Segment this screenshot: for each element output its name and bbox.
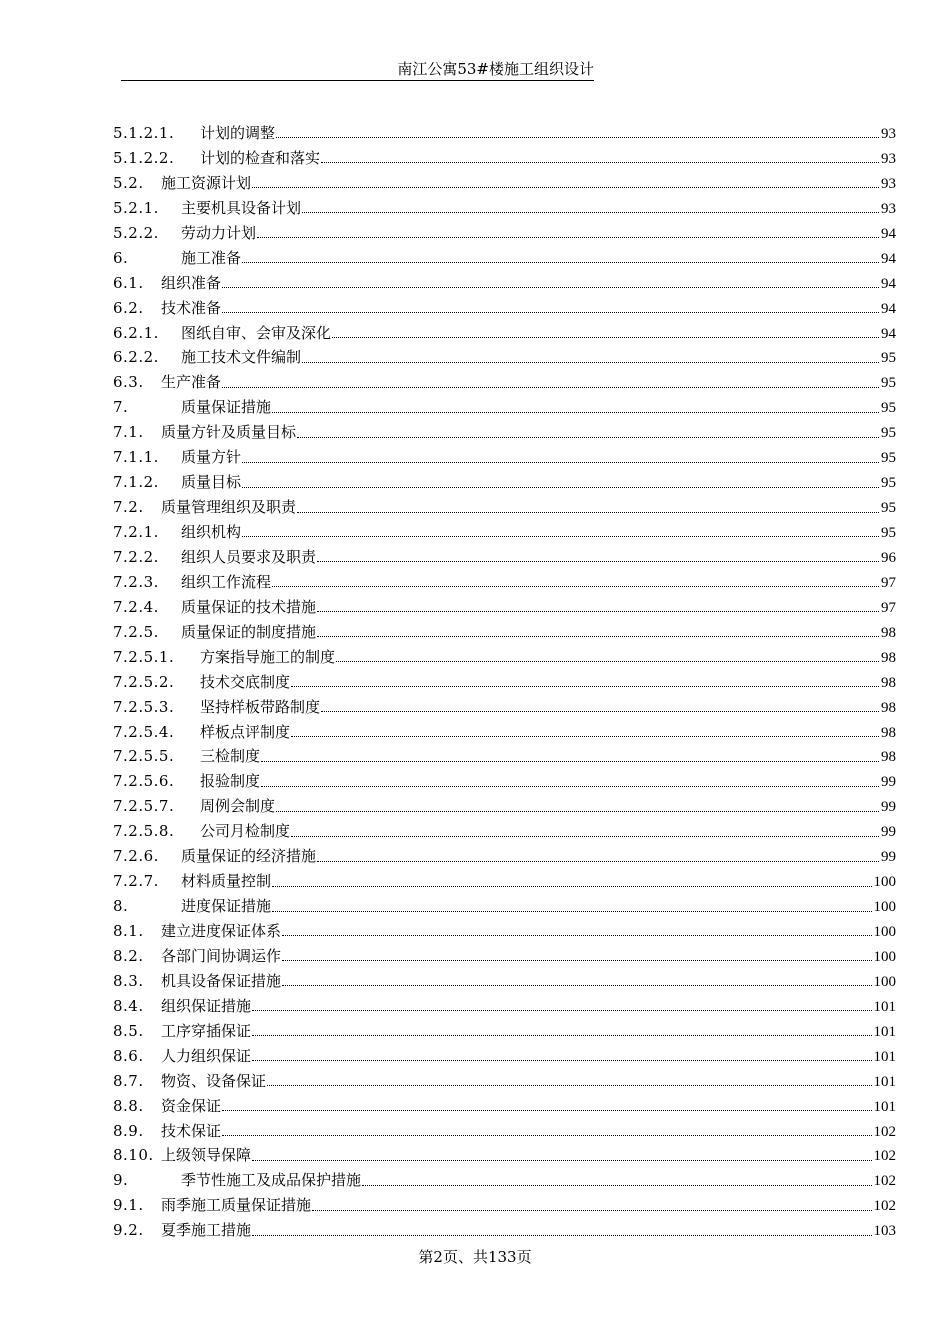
toc-entry-number: 6.2.1. (113, 323, 159, 342)
toc-entry-page: 98 (881, 649, 896, 666)
toc-entry-title: 组织机构 (181, 523, 242, 541)
toc-entry-number: 7.2.1. (113, 523, 159, 541)
toc-leader-dots (317, 635, 879, 637)
toc-leader-dots (272, 885, 871, 887)
toc-entry[interactable] (113, 221, 896, 246)
toc-entry-title: 质量目标 (181, 473, 242, 492)
toc-entry-title: 雨季施工质量保证措施 (161, 1196, 312, 1215)
toc-entry[interactable] (113, 869, 896, 894)
toc-entry-page: 99 (881, 799, 896, 816)
toc-entry-number: 6.3. (113, 373, 144, 392)
toc-entry-number: 7.1.1. (113, 448, 159, 467)
toc-entry-title: 机具设备保证措施 (161, 971, 282, 990)
toc-leader-dots (272, 585, 879, 587)
toc-entry-title: 组织工作流程 (181, 572, 272, 591)
toc-entry-number: 7.2.4. (113, 597, 159, 616)
toc-entry-page: 95 (881, 375, 896, 392)
toc-entry-number: 9. (113, 1171, 129, 1190)
toc-entry-number: 8.4. (113, 996, 144, 1015)
toc-entry-title: 组织保证措施 (161, 996, 252, 1015)
toc-entry[interactable] (113, 420, 896, 445)
toc-entry-page: 100 (873, 899, 896, 916)
toc-entry-number: 8.6. (113, 1046, 144, 1065)
toc-leader-dots (222, 1134, 871, 1136)
toc-leader-dots (252, 1034, 871, 1036)
toc-entry-title: 夏季施工措施 (161, 1221, 252, 1240)
toc-entry-number: 7.2.5. (113, 622, 159, 641)
toc-leader-dots (321, 710, 879, 712)
toc-leader-dots (317, 610, 879, 612)
toc-entry-title: 组织准备 (161, 273, 222, 292)
toc-leader-dots (332, 336, 879, 338)
toc-entry[interactable] (113, 595, 896, 620)
toc-leader-dots (252, 186, 879, 188)
toc-entry-number: 7.2.5.2. (113, 672, 175, 691)
toc-entry-number: 6. (113, 248, 129, 267)
toc-leader-dots (252, 1059, 871, 1061)
toc-entry-page: 102 (873, 1198, 896, 1215)
toc-entry-number: 6.2.2. (113, 348, 159, 367)
toc-entry-page: 99 (881, 849, 896, 866)
toc-entry-title: 技术准备 (161, 298, 222, 317)
toc-entry[interactable] (113, 819, 896, 844)
toc-leader-dots (302, 211, 879, 213)
toc-entry-page: 93 (881, 200, 896, 217)
toc-entry[interactable] (113, 271, 896, 296)
toc-entry[interactable] (113, 520, 896, 545)
toc-leader-dots (222, 1109, 871, 1111)
toc-entry-page: 101 (873, 1048, 896, 1065)
toc-leader-dots (222, 286, 879, 288)
toc-entry[interactable] (113, 121, 896, 146)
toc-entry-title: 坚持样板带路制度 (200, 697, 321, 716)
toc-entry-page: 103 (873, 1223, 896, 1240)
toc-leader-dots (336, 660, 879, 662)
toc-entry-page: 94 (881, 300, 896, 317)
toc-entry-number: 5.2. (113, 173, 144, 192)
toc-entry-title: 质量保证的经济措施 (181, 847, 317, 866)
toc-entry-page: 102 (873, 1173, 896, 1190)
toc-entry-number: 8.3. (113, 971, 144, 990)
toc-entry[interactable] (113, 844, 896, 869)
toc-leader-dots (297, 511, 879, 513)
toc-entry-page: 98 (881, 624, 896, 641)
toc-entry-title: 质量保证的制度措施 (181, 622, 317, 641)
toc-leader-dots (272, 411, 879, 413)
toc-entry-page: 95 (881, 525, 896, 541)
toc-entry-title: 施工准备 (181, 248, 242, 267)
toc-entry[interactable] (113, 919, 896, 944)
toc-entry-number: 5.2.1. (113, 198, 159, 217)
toc-entry[interactable] (113, 1143, 896, 1168)
toc-leader-dots (282, 959, 871, 961)
toc-entry-number: 8.8. (113, 1096, 144, 1115)
toc-entry-number: 6.2. (113, 298, 144, 317)
toc-entry-number: 8.7. (113, 1071, 144, 1090)
toc-entry-title: 物资、设备保证 (161, 1071, 267, 1090)
toc-entry-page: 95 (881, 425, 896, 442)
toc-entry-page: 97 (881, 574, 896, 591)
toc-entry-page: 93 (881, 126, 896, 142)
toc-entry-title: 质量管理组织及职责 (161, 498, 297, 517)
toc-leader-dots (321, 161, 879, 163)
toc-entry-title: 计划的检查和落实 (200, 148, 321, 167)
toc-leader-dots (267, 1084, 871, 1086)
toc-leader-dots (291, 685, 879, 687)
toc-leader-dots (242, 486, 879, 488)
toc-entry-title: 质量保证的技术措施 (181, 597, 317, 616)
toc-entry-title: 建立进度保证体系 (161, 922, 282, 940)
toc-entry-title: 进度保证措施 (181, 897, 272, 916)
toc-entry-title: 质量方针及质量目标 (161, 423, 297, 442)
toc-entry-number: 8.10. (113, 1146, 154, 1165)
toc-entry-page: 98 (881, 724, 896, 741)
toc-entry-title: 材料质量控制 (181, 872, 272, 891)
toc-entry[interactable] (113, 395, 896, 420)
toc-entry-page: 94 (881, 325, 896, 342)
toc-entry-page: 100 (873, 973, 896, 990)
toc-entry[interactable] (113, 969, 896, 994)
toc-entry[interactable] (113, 321, 896, 346)
toc-entry-page: 98 (881, 749, 896, 766)
toc-entry-page: 97 (881, 599, 896, 616)
toc-entry-page: 93 (881, 175, 896, 192)
toc-entry[interactable] (113, 196, 896, 221)
toc-leader-dots (242, 461, 879, 463)
toc-entry-page: 95 (881, 450, 896, 467)
toc-entry[interactable] (113, 1218, 896, 1243)
toc-entry[interactable] (113, 744, 896, 769)
toc-entry-number: 5.2.2. (113, 223, 159, 242)
toc-leader-dots (297, 436, 879, 438)
toc-leader-dots (291, 835, 879, 837)
toc-entry[interactable] (113, 1019, 896, 1044)
toc-entry-number: 7.2.5.4. (113, 722, 175, 741)
toc-entry-page: 94 (881, 275, 896, 292)
toc-entry-page: 99 (881, 824, 896, 841)
toc-leader-dots (276, 810, 879, 812)
toc-leader-dots (282, 984, 871, 986)
toc-entry-number: 7.2.5.3. (113, 697, 175, 716)
toc-entry-title: 工序穿插保证 (161, 1021, 252, 1040)
toc-entry-title: 技术交底制度 (200, 672, 291, 691)
toc-entry[interactable] (113, 370, 896, 395)
toc-entry-page: 102 (873, 1148, 896, 1165)
toc-leader-dots (257, 236, 879, 238)
toc-entry-title: 各部门间协调运作 (161, 946, 282, 965)
toc-entry[interactable] (113, 794, 896, 819)
toc-entry-number: 8.2. (113, 946, 144, 965)
toc-entry-page: 100 (873, 874, 896, 891)
toc-leader-dots (261, 760, 879, 762)
toc-entry[interactable] (113, 246, 896, 271)
toc-entry[interactable] (113, 296, 896, 321)
toc-entry-number: 8.1. (113, 922, 144, 940)
toc-entry-page: 93 (881, 150, 896, 167)
page-header (121, 58, 594, 81)
toc-entry-title: 生产准备 (161, 373, 222, 392)
toc-entry[interactable] (113, 769, 896, 794)
toc-entry-title: 资金保证 (161, 1096, 222, 1115)
toc-entry-title: 公司月检制度 (200, 822, 291, 841)
toc-entry[interactable] (113, 994, 896, 1019)
toc-entry-title: 季节性施工及成品保护措施 (181, 1171, 362, 1190)
toc-leader-dots (252, 1234, 871, 1236)
toc-entry[interactable] (113, 695, 896, 720)
toc-entry-title: 质量方针 (181, 448, 242, 467)
header-title: 南江公寓53#楼施工组织设计 (397, 60, 594, 78)
toc-leader-dots (291, 735, 879, 737)
toc-entry-title: 人力组织保证 (161, 1046, 252, 1065)
toc-leader-dots (222, 311, 879, 313)
toc-entry-page: 95 (881, 350, 896, 367)
toc-leader-dots (242, 261, 879, 263)
toc-entry-page: 98 (881, 699, 896, 716)
toc-entry-number: 7.1. (113, 423, 144, 442)
toc-entry-page: 101 (873, 1098, 896, 1115)
toc-entry-number: 8.5. (113, 1021, 144, 1040)
toc-entry[interactable] (113, 345, 896, 370)
toc-entry-title: 方案指导施工的制度 (200, 647, 336, 666)
toc-entry[interactable] (113, 146, 896, 171)
toc-entry-title: 样板点评制度 (200, 722, 291, 741)
toc-leader-dots (252, 1009, 871, 1011)
toc-entry[interactable] (113, 445, 896, 470)
toc-entry[interactable] (113, 620, 896, 645)
toc-leader-dots (242, 535, 879, 537)
toc-leader-dots (252, 1159, 871, 1161)
toc-entry-number: 7.1.2. (113, 473, 159, 492)
toc-entry-title: 施工技术文件编制 (181, 348, 302, 367)
toc-entry[interactable] (113, 570, 896, 595)
toc-entry[interactable] (113, 944, 896, 969)
toc-entry-page: 95 (881, 400, 896, 417)
toc-entry-number: 7.2.5.5. (113, 747, 175, 766)
toc-entry-page: 101 (873, 1073, 896, 1090)
toc-entry-title: 图纸自审、会审及深化 (181, 323, 332, 342)
toc-entry-title: 劳动力计划 (181, 223, 257, 242)
toc-entry-number: 7.2.5.8. (113, 822, 175, 841)
toc-entry[interactable] (113, 1069, 896, 1094)
toc-leader-dots (302, 361, 879, 363)
toc-leader-dots (282, 934, 871, 936)
toc-entry[interactable] (113, 720, 896, 745)
toc-entry[interactable] (113, 645, 896, 670)
toc-entry-page: 102 (873, 1123, 896, 1140)
toc-entry-page: 101 (873, 1023, 896, 1040)
toc-entry-number: 7. (113, 398, 129, 417)
toc-entry[interactable] (113, 495, 896, 520)
toc-entry[interactable] (113, 1193, 896, 1218)
toc-entry-page: 100 (873, 924, 896, 940)
toc-leader-dots (276, 136, 879, 138)
toc-entry-title: 施工资源计划 (161, 173, 252, 192)
toc-entry-title: 报验制度 (200, 772, 261, 791)
toc-entry-number: 5.1.2.2. (113, 148, 175, 167)
toc-entry-number: 7.2.5.1. (113, 647, 175, 666)
toc-entry-number: 7.2.6. (113, 847, 159, 866)
toc-entry-page: 95 (881, 475, 896, 492)
toc-leader-dots (261, 785, 879, 787)
toc-entry-title: 组织人员要求及职责 (181, 547, 317, 566)
toc-entry[interactable] (113, 545, 896, 570)
toc-entry-number: 7.2.5.7. (113, 797, 175, 816)
toc-entry-number: 8. (113, 897, 129, 916)
toc-leader-dots (272, 910, 871, 912)
toc-entry[interactable] (113, 171, 896, 196)
toc-entry[interactable] (113, 1044, 896, 1069)
toc-entry[interactable] (113, 894, 896, 919)
toc-entry-title: 计划的调整 (200, 124, 276, 142)
toc-entry-page: 96 (881, 549, 896, 566)
toc-entry-number: 5.1.2.1. (113, 124, 175, 142)
toc-entry-number: 7.2. (113, 498, 144, 517)
page-number: 第2页、共133页 (418, 1248, 532, 1266)
toc-entry-page: 94 (881, 250, 896, 267)
toc-entry-page: 99 (881, 774, 896, 791)
toc-entry[interactable] (113, 670, 896, 695)
toc-leader-dots (317, 560, 879, 562)
toc-leader-dots (362, 1184, 871, 1186)
toc-entry-title: 技术保证 (161, 1121, 222, 1140)
toc-entry-number: 9.2. (113, 1221, 144, 1240)
toc-entry-number: 7.2.3. (113, 572, 159, 591)
toc-entry[interactable] (113, 1119, 896, 1144)
toc-entry-page: 94 (881, 225, 896, 242)
toc-entry-page: 95 (881, 500, 896, 517)
toc-entry[interactable] (113, 1168, 896, 1193)
toc-entry[interactable] (113, 1094, 896, 1119)
toc-leader-dots (317, 860, 879, 862)
toc-entry-number: 9.1. (113, 1196, 144, 1215)
table-of-contents (113, 121, 896, 1243)
toc-entry-number: 6.1. (113, 273, 144, 292)
toc-entry-number: 7.2.7. (113, 872, 159, 891)
toc-entry-number: 7.2.5.6. (113, 772, 175, 791)
toc-entry-title: 三检制度 (200, 747, 261, 766)
toc-leader-dots (312, 1209, 871, 1211)
toc-entry-title: 质量保证措施 (181, 398, 272, 417)
toc-leader-dots (222, 386, 879, 388)
toc-entry-title: 主要机具设备计划 (181, 198, 302, 217)
toc-entry-number: 7.2.2. (113, 547, 159, 566)
toc-entry-page: 98 (881, 674, 896, 691)
toc-entry-page: 101 (873, 998, 896, 1015)
page-footer (0, 1246, 950, 1268)
toc-entry-number: 8.9. (113, 1121, 144, 1140)
toc-entry-page: 100 (873, 948, 896, 965)
toc-entry[interactable] (113, 470, 896, 495)
toc-entry-title: 上级领导保障 (161, 1146, 252, 1165)
toc-entry-title: 周例会制度 (200, 797, 276, 816)
